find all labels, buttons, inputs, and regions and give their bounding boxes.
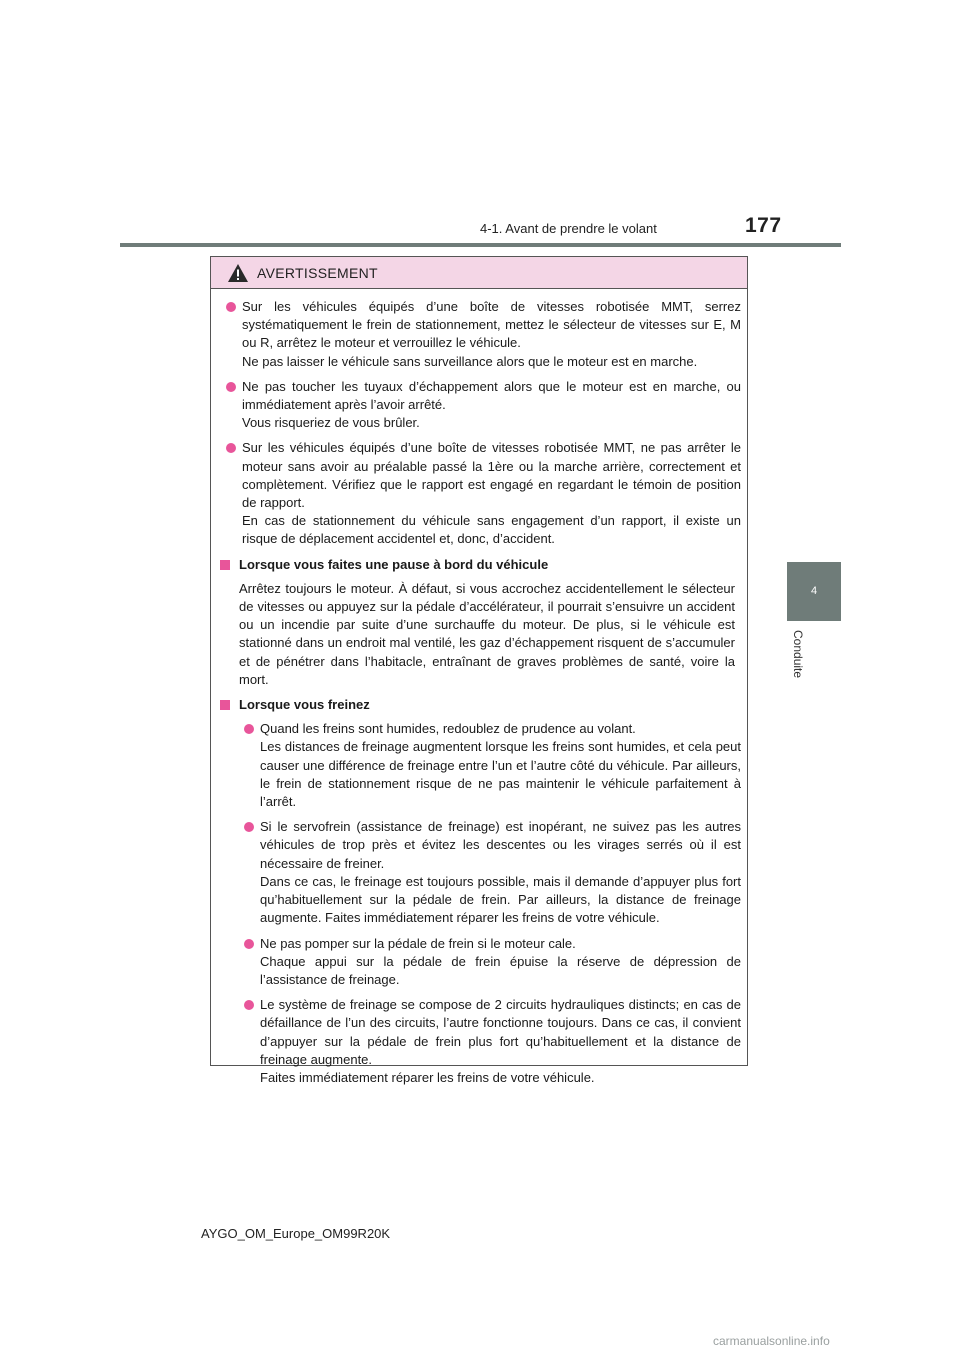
warning-box [210, 256, 748, 1085]
square-bullet-icon [220, 700, 230, 710]
section-title: 4-1. Avant de prendre le volant [480, 221, 657, 236]
bullet-line: Sur les véhicules équipés d’une boîte de vitesses robotisée MMT, serrez systématiquement le frein de stationnement, mettez le sélecteur de vitesses sur E, M ou R, arrêtez le moteur et verrouillez le véhicule. [242, 299, 741, 351]
bullet-dot-icon [226, 302, 236, 312]
bullet-line: Le système de freinage se compose de 2 circuits hydrauliques distincts; en cas de défaillance de l’un des circuits, l’autre fonctionne toujours. Dans ce cas, il convient d’appuyer sur la pédale de frein plus fort qu’habituellement et la distance de freinage augmente. [260, 997, 741, 1067]
bullet-line: Ne pas toucher les tuyaux d’échappement alors que le moteur est en marche, ou immédiatement après l’avoir arrêté. [242, 378, 741, 413]
square-bullet-icon [220, 560, 230, 570]
warning-title: AVERTISSEMENT [257, 264, 378, 281]
page-number: 177 [745, 214, 782, 237]
warning-body [211, 289, 747, 1087]
warning-bullet-item [222, 720, 741, 811]
bullet-line: Si le servofrein (assistance de freinage) est inopérant, ne suivez pas les autres véhicules de trop près et évitez les descentes ou les virages serrés où il est nécessaire de freiner. [260, 819, 741, 871]
bullet-line: Sur les véhicules équipés d’une boîte de vitesses robotisée MMT, ne pas arrêter le moteur sans avoir au préalable passé la 1ère ou la marche arrière, correctement et complètement. Vérifiez que le rapport est engagé en regardant le témoin de position de rapport. [242, 440, 741, 511]
bullet-dot-icon [226, 382, 236, 392]
warning-bullet-item [220, 378, 741, 433]
warning-bullet-item [220, 298, 741, 371]
bullet-dot-icon [244, 822, 254, 832]
chapter-tab: 4 [787, 562, 841, 621]
bullet-line: Faites immédiatement réparer les freins de votre véhicule. [260, 1069, 595, 1085]
bullet-line: Chaque appui sur la pédale de frein épuise la réserve de dépression de l’assistance de freinage. [260, 953, 741, 987]
bullet-dot-icon [226, 443, 236, 453]
section-paragraph: Arrêtez toujours le moteur. À défaut, si vous accrochez accidentellement le sélecteur de vitesses ou appuyez sur la pédale d’accélérateur, il pourrait s’ensuivre un accident ou un incendie par suite d’une surchauffe du moteur. De plus, si le véhicule est stationné dans un endroit mal ventilé, les gaz d’échappement risquent de s’accumuler et de pénétrer dans l’habitacle, entraînant de graves problèmes de santé, voire la mort. [239, 580, 735, 687]
section-heading-text: Lorsque vous freinez [239, 697, 370, 713]
bullet-line: Quand les freins sont humides, redoublez de prudence au volant. [260, 721, 636, 737]
warning-bullet-item [222, 818, 741, 927]
warning-header [211, 257, 747, 289]
bullet-dot-icon [244, 724, 254, 734]
warning-bullet-item [222, 935, 741, 990]
chapter-label: Conduite [791, 630, 805, 679]
watermark: carmanualsonline.info [713, 1334, 830, 1348]
bullet-line: Ne pas laisser le véhicule sans surveillance alors que le moteur est en marche. [242, 353, 698, 369]
section-heading [220, 696, 741, 714]
warning-bullet-item [220, 439, 741, 548]
bullet-dot-icon [244, 1000, 254, 1010]
bullet-line: Vous risqueriez de vous brûler. [242, 415, 420, 431]
warning-triangle-icon [227, 263, 249, 283]
section-bullet-list [220, 720, 741, 1087]
section-heading-text: Lorsque vous faites une pause à bord du véhicule [239, 556, 549, 572]
bullet-line: Les distances de freinage augmentent lorsque les freins sont humides, et cela peut causer une différence de freinage entre l’un et l’autre côté du véhicule. Par ailleurs, le frein de stationnement risque de ne pas maintenir le véhicule parfaitement à l’arrêt. [260, 739, 741, 810]
warning-bullet-item [222, 996, 741, 1087]
bullet-line: En cas de stationnement du véhicule sans engagement d’un rapport, il existe un risque de déplacement accidentel et, donc, d’accident. [242, 513, 741, 547]
document-code: AYGO_OM_Europe_OM99R20K [201, 1226, 391, 1241]
bullet-line: Dans ce cas, le freinage est toujours possible, mais il demande d’appuyer plus fort qu’habituellement sur la pédale de frein. Par ailleurs, la distance de freinage augmente. Faites immédiatement réparer les freins de votre véhicule. [260, 873, 741, 926]
header-rule [120, 243, 841, 247]
section-heading [220, 556, 741, 574]
bullet-dot-icon [244, 939, 254, 949]
bullet-line: Ne pas pomper sur la pédale de frein si le moteur cale. [260, 935, 576, 951]
